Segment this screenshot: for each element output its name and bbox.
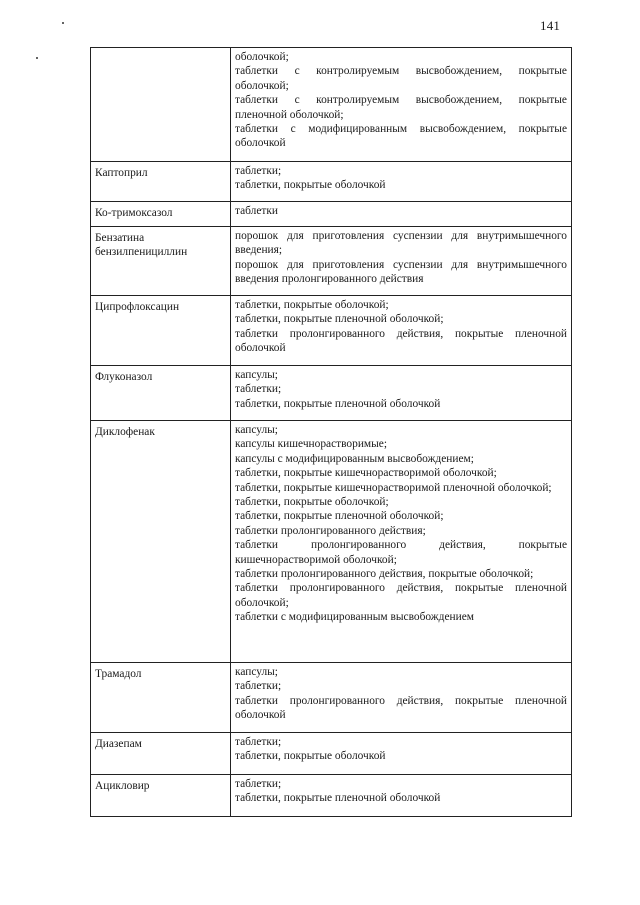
drug-name-cell [91,227,231,296]
drug-name-cell [91,296,231,366]
drug-name-cell [91,48,231,162]
dosage-forms-cell [231,48,572,162]
dosage-form: таблетки пролонгированного действия, покрытые оболочкой; [235,568,534,581]
dosage-form: таблетки, покрытые пленочной оболочкой [235,792,441,805]
drug-table [90,47,572,817]
drug-name: Флуконазол [95,371,153,383]
dosage-form: таблетки с модифицированным высвобождением [235,611,474,624]
table-row [91,775,572,817]
drug-name-cell [91,366,231,421]
dosage-forms-cell [231,733,572,775]
dosage-form: таблетки с модифицированным высвобождением, покрытые оболочкой [235,123,567,150]
dosage-form: оболочкой; [235,51,289,63]
table-row [91,421,572,663]
drug-name: Ципрофлоксацин [95,301,180,313]
dosage-form: таблетки, покрытые пленочной оболочкой; [235,510,444,523]
drug-name: Диклофенак [95,426,155,438]
table-row [91,48,572,162]
dosage-forms-cell [231,421,572,663]
drug-name: Диазепам [95,738,142,750]
scan-speck [36,57,38,59]
dosage-forms-cell [231,663,572,733]
dosage-forms-cell [231,366,572,421]
drug-name-cell [91,421,231,663]
dosage-form: таблетки [235,205,279,217]
dosage-forms-cell [231,775,572,817]
drug-name: Каптоприл [95,167,148,179]
dosage-form: таблетки, покрытые кишечнорастворимой пленочной оболочкой; [235,481,552,494]
table-row [91,366,572,421]
table-row [91,227,572,296]
dosage-form: таблетки, покрытые оболочкой; [235,496,389,509]
dosage-form: таблетки, покрытые пленочной оболочкой [235,397,441,410]
dosage-form: таблетки, покрытые пленочной оболочкой; [235,313,444,326]
dosage-form: таблетки; [235,778,282,790]
dosage-form: таблетки пролонгированного действия; [235,524,426,537]
scan-speck [62,22,64,24]
dosage-form: капсулы с модифицированным высвобождением; [235,452,474,465]
dosage-form: таблетки, покрытые оболочкой; [235,299,389,311]
table-row [91,162,572,202]
dosage-form: таблетки пролонгированного действия, покрытые пленочной оболочкой; [235,582,567,609]
dosage-form: таблетки, покрытые кишечнорастворимой оболочкой; [235,467,497,480]
dosage-form: таблетки с контролируемым высвобождением, покрытые пленочной оболочкой; [235,94,567,121]
drug-name: Ацикловир [95,780,150,792]
table-body [91,48,572,817]
dosage-form: таблетки пролонгированного действия, покрытые пленочной оболочкой [235,327,567,355]
dosage-forms-cell [231,162,572,202]
table-row [91,663,572,733]
dosage-form: порошок для приготовления суспензии для внутримышечного введения пролонгированного действия [235,258,567,286]
table-row [91,733,572,775]
drug-name-cell [91,202,231,227]
table-row [91,202,572,227]
dosage-form: таблетки; [235,680,282,693]
drug-name: бензилпенициллин [95,246,188,259]
drug-name: Бензатина [95,232,145,244]
dosage-form: таблетки; [235,736,282,748]
dosage-form: таблетки; [235,165,282,177]
dosage-form: капсулы кишечнорастворимые; [235,438,387,451]
table-row [91,296,572,366]
dosage-form: порошок для приготовления суспензии для внутримышечного введения; [235,230,567,257]
drug-name: Ко-тримоксазол [95,207,173,219]
drug-name-cell [91,162,231,202]
drug-name-cell [91,663,231,733]
dosage-form: таблетки пролонгированного действия, покрытые кишечнорастворимой оболочкой; [235,539,567,566]
dosage-form: капсулы; [235,424,278,436]
drug-name: Трамадол [95,668,142,680]
dosage-form: таблетки пролонгированного действия, покрытые пленочной оболочкой [235,694,567,722]
dosage-form: капсулы; [235,369,278,381]
dosage-form: таблетки; [235,383,282,396]
dosage-form: таблетки с контролируемым высвобождением, покрытые оболочкой; [235,65,567,92]
dosage-forms-cell [231,227,572,296]
drug-name-cell [91,733,231,775]
dosage-forms-cell [231,202,572,227]
drug-name-cell [91,775,231,817]
dosage-form: таблетки, покрытые оболочкой [235,179,386,192]
page-number: 141 [540,18,561,33]
dosage-forms-cell [231,296,572,366]
dosage-form: капсулы; [235,666,278,678]
dosage-form: таблетки, покрытые оболочкой [235,750,386,763]
